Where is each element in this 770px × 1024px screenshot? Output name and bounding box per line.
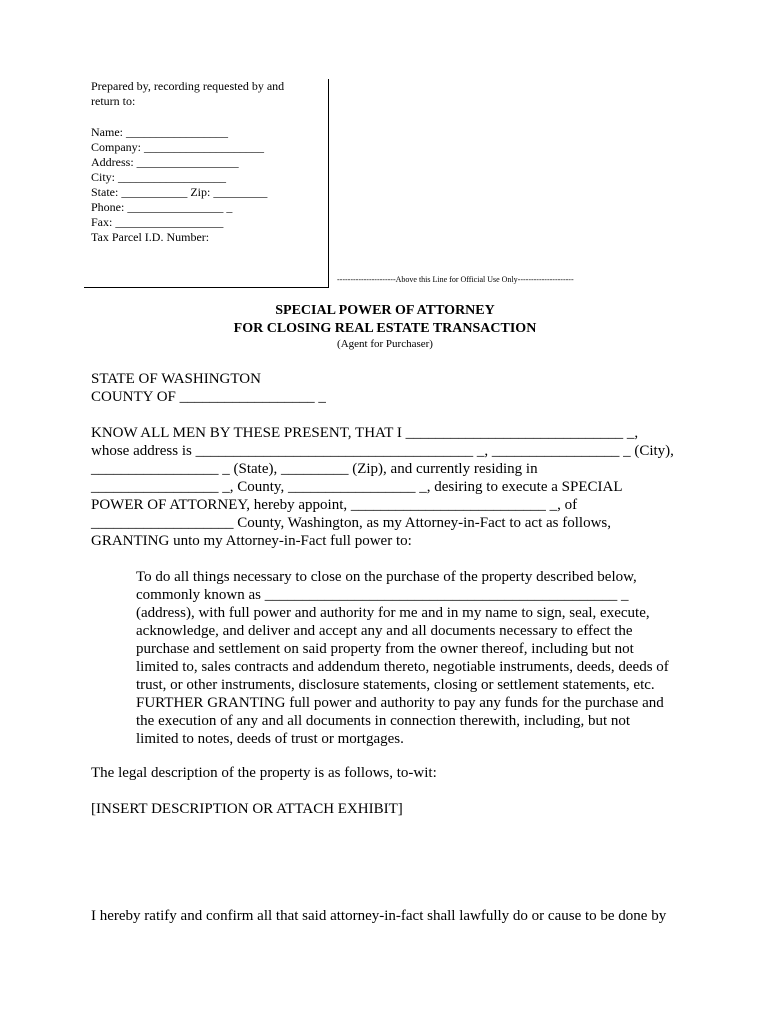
powers-line: purchase and settlement on said property from the owner thereof, including but not (136, 641, 634, 657)
recording-box-right-border (328, 79, 329, 287)
powers-line: To do all things necessary to close on the purchase of the property described below, (136, 569, 637, 585)
venue-county: COUNTY OF __________________ _ (91, 389, 326, 405)
powers-line: (address), with full power and authority for me and in my name to sign, seal, execute, (136, 605, 650, 621)
powers-line: limited to, sales contracts and addendum thereto, negotiable instruments, deeds, deeds of (136, 659, 669, 675)
powers-line: acknowledge, and deliver and accept any and all documents necessary to effect the (136, 623, 633, 639)
recording-company-field: Company: ____________________ (91, 140, 264, 154)
insert-description-placeholder: [INSERT DESCRIPTION OR ATTACH EXHIBIT] (91, 801, 403, 817)
recording-box-bottom-border (84, 287, 329, 288)
know-all-line: _________________ _, County, _________________ _, desiring to execute a SPECIAL (91, 479, 623, 495)
powers-line: the execution of any and all documents in connection therewith, including, but not (136, 713, 631, 729)
recording-tax-parcel-field: Tax Parcel I.D. Number: (91, 230, 210, 244)
powers-line: FURTHER GRANTING full power and authority to pay any funds for the purchase and (136, 695, 664, 711)
recording-city-field: City: __________________ (91, 170, 227, 184)
ratify-line: I hereby ratify and confirm all that said attorney-in-fact shall lawfully do or cause to be done by (91, 908, 667, 924)
recording-line: Prepared by, recording requested by and (91, 79, 285, 93)
document-title-line2: FOR CLOSING REAL ESTATE TRANSACTION (233, 321, 537, 336)
document-subtitle: (Agent for Purchaser) (337, 338, 433, 350)
powers-line: commonly known as _______________________________________________ _ (136, 587, 629, 603)
recording-phone-field: Phone: ________________ _ (91, 200, 233, 214)
know-all-line: whose address is _____________________________________ _, _________________ _ (City), (91, 443, 674, 459)
recording-line: return to: (91, 94, 136, 108)
know-all-line: POWER OF ATTORNEY, hereby appoint, __________________________ _, of (91, 497, 578, 513)
legal-description-intro: The legal description of the property is as follows, to-wit: (91, 765, 437, 781)
know-all-line: ___________________ County, Washington, as my Attorney-in-Fact to act as follows, (91, 515, 611, 531)
venue-state: STATE OF WASHINGTON (91, 371, 261, 387)
know-all-line: KNOW ALL MEN BY THESE PRESENT, THAT I _____________________________ _, (91, 425, 639, 441)
document-title: SPECIAL POWER OF ATTORNEY (275, 303, 495, 318)
powers-line: limited to notes, deeds of trust or mortgages. (136, 731, 404, 747)
know-all-line: _________________ _ (State), _________ (Zip), and currently residing in (91, 461, 538, 477)
recording-fax-field: Fax: __________________ (91, 215, 224, 229)
recording-spacer (91, 109, 321, 125)
recording-address-field: Address: _________________ (91, 155, 239, 169)
recording-info-block (91, 79, 321, 245)
know-all-line: GRANTING unto my Attorney-in-Fact full power to: (91, 533, 412, 549)
recording-name-field: Name: _________________ (91, 125, 228, 139)
powers-line: trust, or other instruments, disclosure statements, closing or settlement statements, etc. (136, 677, 655, 693)
recording-state-zip-field: State: ___________ Zip: _________ (91, 185, 268, 199)
official-use-line: ----------------------Above this Line for Official Use Only--------------------- (337, 275, 574, 284)
